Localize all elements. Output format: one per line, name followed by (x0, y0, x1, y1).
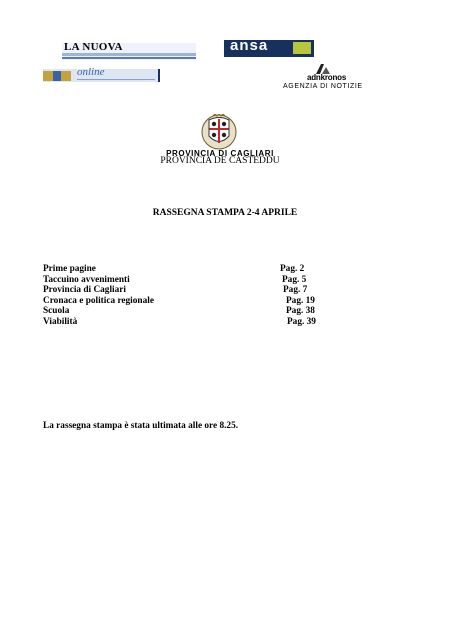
toc-page: Pag. 19 (286, 295, 315, 306)
adnkronos-logo (278, 64, 378, 94)
toc-label: Scuola (43, 306, 70, 316)
toc-row (43, 296, 321, 307)
province-name: PROVINCIA DI CAGLIARI (166, 149, 274, 158)
province-crest-icon (201, 114, 237, 150)
ansa-wordmark: ansa (230, 37, 269, 54)
toc-row (43, 275, 321, 286)
toc-row (43, 306, 321, 317)
toc-label: Viabilità (43, 316, 78, 327)
ansa-logo (224, 37, 314, 57)
toc-page: Pag. 5 (282, 274, 307, 285)
toc-label: Cronaca e politica regionale (43, 295, 154, 306)
table-of-contents (43, 264, 321, 327)
toc-label: Provincia di Cagliari (43, 285, 126, 295)
adnkronos-name: adnkronos (307, 73, 347, 82)
toc-label: Taccuino avvenimenti (43, 274, 130, 285)
toc-row (43, 285, 321, 296)
la-nuova-logo (62, 43, 196, 60)
toc-page: Pag. 7 (283, 285, 308, 295)
toc-label: Prime pagine (43, 264, 96, 274)
online-underline (77, 79, 155, 80)
la-nuova-stripe-dark (62, 57, 196, 59)
toc-page: Pag. 38 (286, 306, 315, 316)
document-title: RASSEGNA STAMPA 2-4 APRILE (152, 208, 298, 218)
online-wordmark: online (77, 66, 105, 78)
toc-row (43, 264, 321, 275)
la-nuova-stripe (62, 53, 196, 56)
online-logo (43, 66, 159, 82)
toc-row (43, 317, 321, 328)
toc-page: Pag. 2 (280, 264, 305, 274)
ansa-tag (293, 42, 311, 54)
adnkronos-tagline: AGENZIA DI NOTIZIE (283, 83, 363, 90)
online-color-block-blue (53, 71, 61, 81)
online-logo-edge (158, 69, 160, 82)
completion-note: La rassegna stampa è stata ultimata alle ore 8.25. (43, 421, 239, 431)
la-nuova-masthead: LA NUOVA (64, 41, 123, 53)
province-name-sardinian: PROVINCIA DE CASTEDDU (160, 156, 280, 166)
toc-page: Pag. 39 (287, 316, 316, 327)
